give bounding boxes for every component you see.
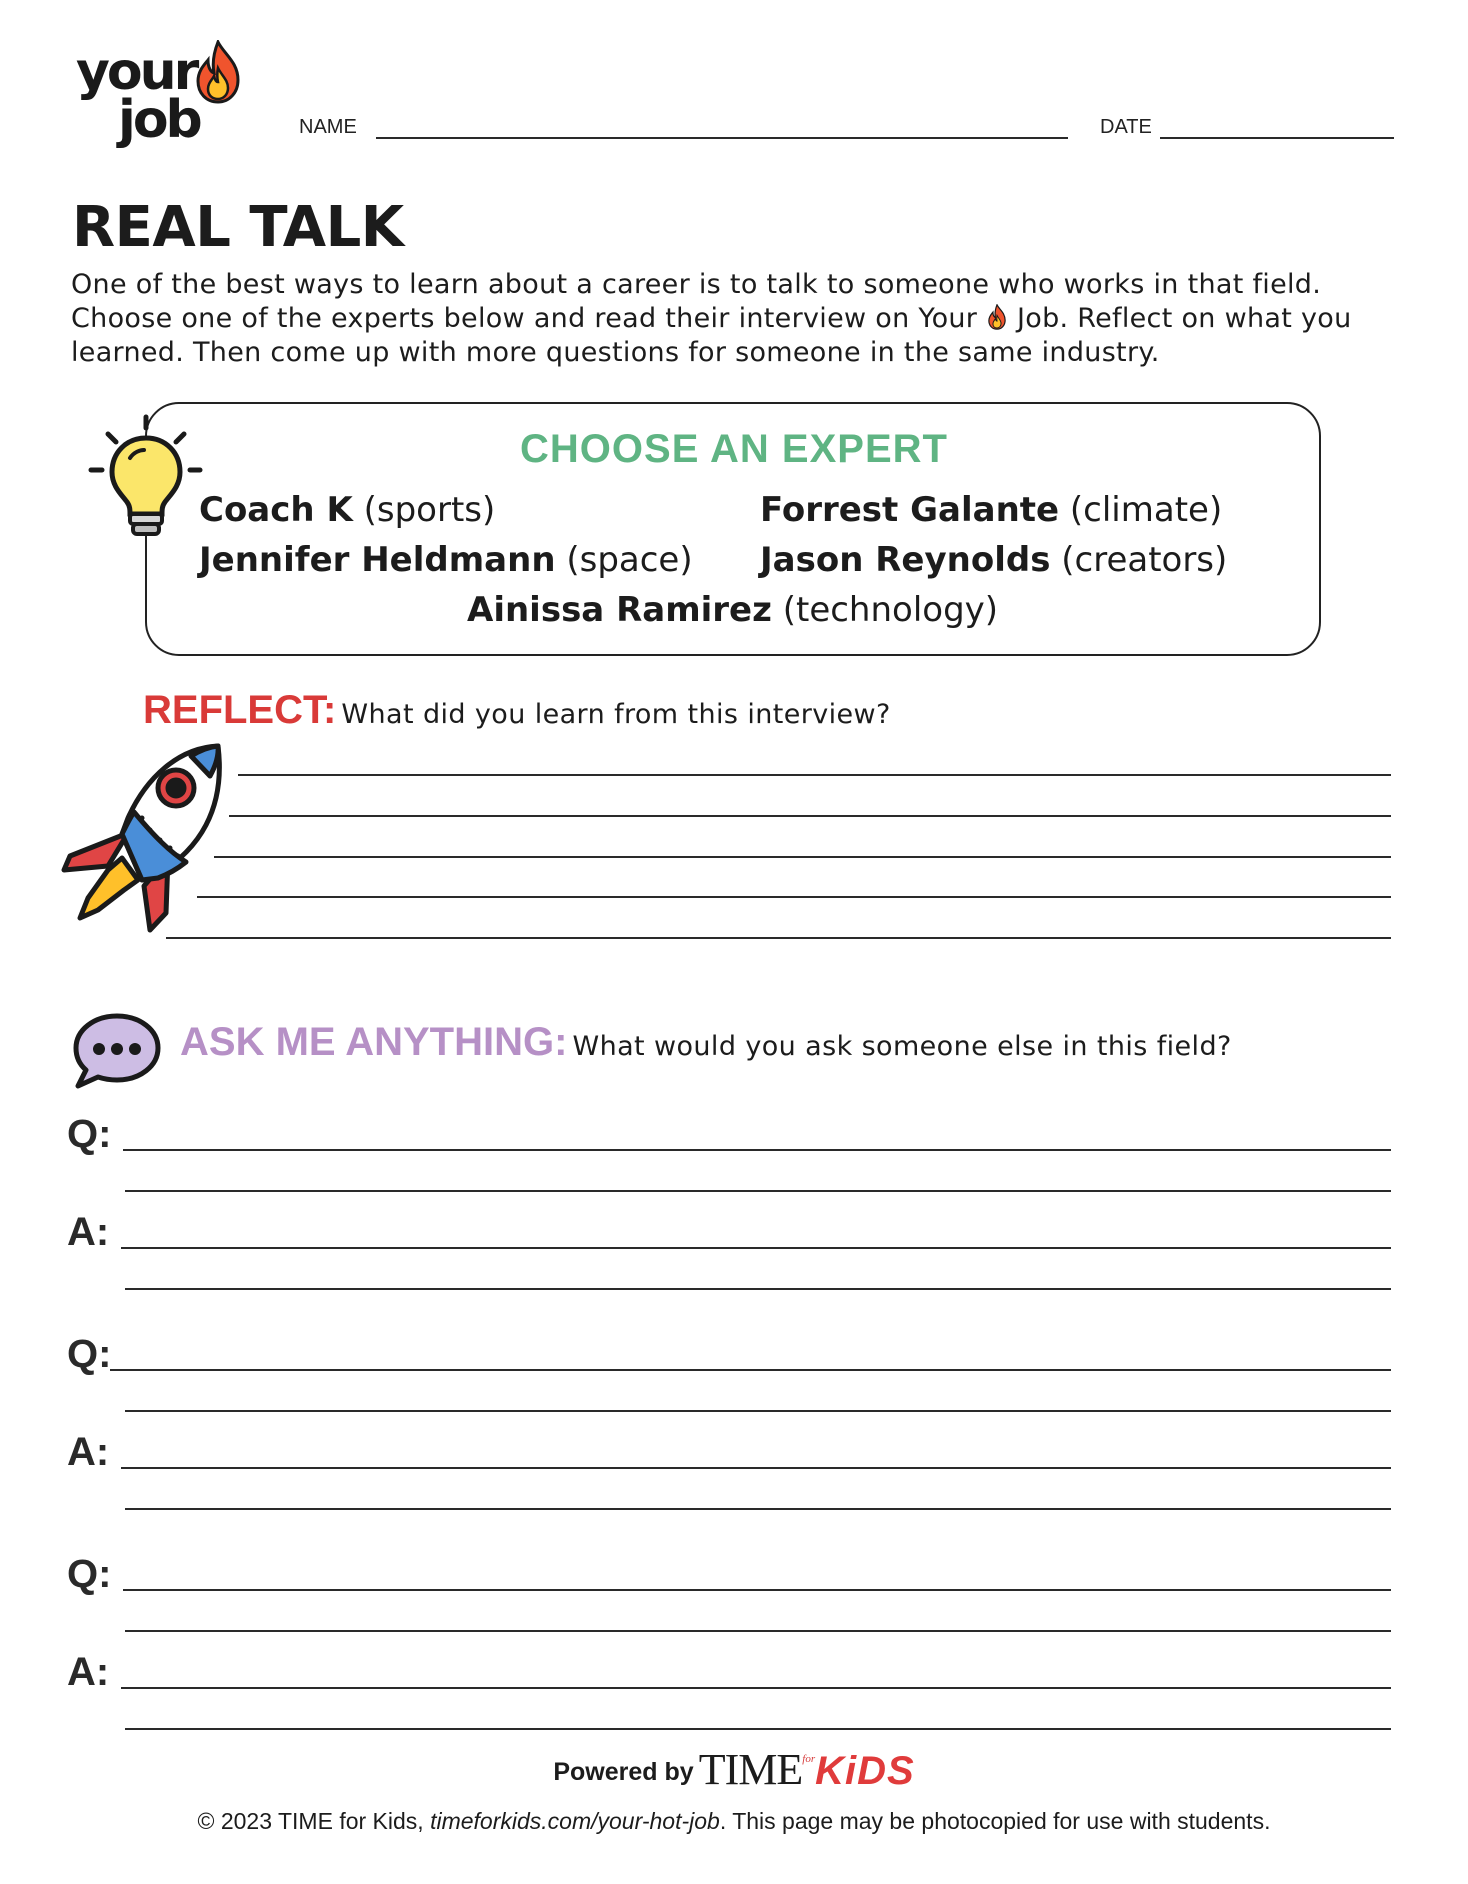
question-3-line-2[interactable] bbox=[125, 1630, 1391, 1632]
expert-field: (space) bbox=[566, 540, 693, 580]
time-for-kids-for: for bbox=[802, 1753, 816, 1765]
reflect-section-header bbox=[143, 688, 891, 733]
expert-name: Ainissa Ramirez bbox=[467, 590, 772, 630]
rocket-icon bbox=[58, 738, 228, 938]
expert-field: (creators) bbox=[1061, 540, 1228, 580]
reflect-prompt: What did you learn from this interview? bbox=[341, 699, 891, 730]
question-3-line-1[interactable] bbox=[123, 1589, 1391, 1591]
expert-field: (sports) bbox=[363, 490, 496, 530]
question-1-line-1[interactable] bbox=[123, 1149, 1391, 1151]
your-job-logo bbox=[76, 40, 251, 155]
intro-text-1: One of the best ways to learn about a career is to talk to someone who works in that field. Choose one of the experts below and read their interview on Your bbox=[71, 269, 1322, 334]
expert-name: Jason Reynolds bbox=[760, 540, 1051, 580]
ask-heading: ASK ME ANYTHING: bbox=[180, 1020, 568, 1064]
copyright-footer bbox=[0, 1808, 1468, 1835]
answer-label-3: A: bbox=[67, 1650, 110, 1694]
logo-line-1: your bbox=[76, 42, 197, 102]
date-field-line[interactable] bbox=[1160, 137, 1394, 139]
powered-by-text: Powered by bbox=[553, 1758, 694, 1786]
reflect-line-5[interactable] bbox=[166, 937, 1391, 939]
choose-expert-heading: CHOOSE AN EXPERT bbox=[520, 427, 948, 471]
intro-text-2: Job. Reflect on what you learned. Then come up with more questions for someone in the same industry. bbox=[71, 303, 1352, 368]
question-label-1: Q: bbox=[67, 1112, 112, 1156]
answer-2-line-1[interactable] bbox=[121, 1467, 1391, 1469]
question-label-2: Q: bbox=[67, 1332, 112, 1376]
expert-forrest-galante bbox=[760, 490, 1222, 530]
ask-prompt: What would you ask someone else in this field? bbox=[572, 1031, 1232, 1062]
question-2-line-2[interactable] bbox=[125, 1410, 1391, 1412]
footer-url: timeforkids.com/your-hot-job bbox=[430, 1808, 720, 1834]
answer-label-1: A: bbox=[67, 1210, 110, 1254]
question-2-line-1[interactable] bbox=[110, 1369, 1391, 1371]
question-label-3: Q: bbox=[67, 1552, 112, 1596]
intro-paragraph bbox=[71, 268, 1411, 370]
time-logo: TIME bbox=[698, 1745, 803, 1794]
name-label: NAME bbox=[299, 116, 357, 138]
answer-3-line-1[interactable] bbox=[121, 1687, 1391, 1689]
flame-icon bbox=[194, 40, 242, 104]
expert-ainissa-ramirez bbox=[467, 590, 998, 630]
footer-prefix: © 2023 TIME for Kids, bbox=[197, 1808, 424, 1834]
expert-jennifer-heldmann bbox=[199, 540, 693, 580]
flame-icon bbox=[986, 304, 1008, 330]
reflect-line-3[interactable] bbox=[214, 856, 1391, 858]
kids-logo: KiDS bbox=[815, 1749, 915, 1793]
expert-jason-reynolds bbox=[760, 540, 1227, 580]
answer-1-line-1[interactable] bbox=[121, 1247, 1391, 1249]
answer-3-line-2[interactable] bbox=[125, 1728, 1391, 1730]
expert-coach-k bbox=[199, 490, 495, 530]
answer-2-line-2[interactable] bbox=[125, 1508, 1391, 1510]
page-title: REAL TALK bbox=[72, 195, 404, 260]
expert-field: (technology) bbox=[782, 590, 999, 630]
powered-by-time-for-kids bbox=[0, 1744, 1468, 1795]
date-label: DATE bbox=[1100, 116, 1152, 138]
answer-label-2: A: bbox=[67, 1430, 110, 1474]
reflect-line-1[interactable] bbox=[238, 774, 1391, 776]
expert-field: (climate) bbox=[1069, 490, 1223, 530]
reflect-heading: REFLECT: bbox=[143, 688, 337, 732]
answer-1-line-2[interactable] bbox=[125, 1288, 1391, 1290]
question-1-line-2[interactable] bbox=[125, 1190, 1391, 1192]
reflect-line-2[interactable] bbox=[229, 815, 1391, 817]
expert-name: Jennifer Heldmann bbox=[199, 540, 556, 580]
speech-bubble-icon bbox=[72, 1012, 162, 1090]
name-field-line[interactable] bbox=[376, 137, 1068, 139]
expert-name: Forrest Galante bbox=[760, 490, 1060, 530]
logo-line-2: job bbox=[118, 90, 200, 150]
expert-name: Coach K bbox=[199, 490, 353, 530]
ask-section-header bbox=[180, 1020, 1232, 1065]
footer-suffix: . This page may be photocopied for use with students. bbox=[719, 1808, 1271, 1834]
reflect-line-4[interactable] bbox=[197, 896, 1391, 898]
